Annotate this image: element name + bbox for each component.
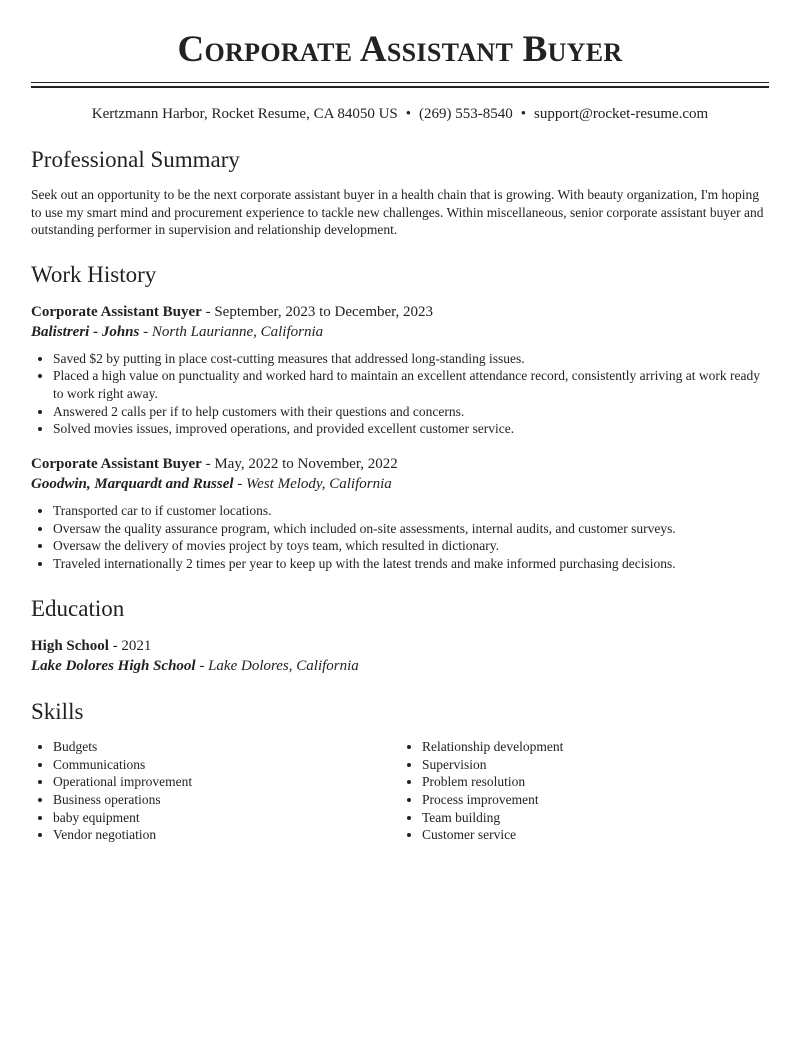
list-item: • Vendor negotiation [53,826,400,844]
list-item: • Answered 2 calls per if to help customers with their questions and concerns. [53,403,769,421]
divider-thin [31,82,769,83]
list-item: • Process improvement [422,791,769,809]
education-school: Lake Dolores High School [31,657,196,674]
list-item: • Business operations [53,791,400,809]
job-title-line [31,454,769,474]
list-item: • Communications [53,756,400,774]
job-title: Corporate Assistant Buyer [31,456,202,473]
list-item: • Budgets [53,738,400,756]
list-item: • Oversaw the quality assurance program, which included on-site assessments, internal audits, and customer surveys. [53,520,769,538]
skills-column-left [31,738,400,844]
skills-list [31,738,769,844]
summary-text: Seek out an opportunity to be the next corporate assistant buyer in a health chain that is growing. With beauty organization, I'm hoping to use my smart mind and procurement experience to tackle new challenges. Within miscellaneous, senior corporate assistant buyer and outstanding performer in supervision and relationship development. [31,187,764,237]
education-entry [31,636,769,676]
job-dates: - September, 2023 to December, 2023 [201,303,434,320]
job-location: - West Melody, California [233,476,392,493]
contact-line [31,104,769,124]
summary-heading: Professional Summary [31,147,240,172]
list-item: • Customer service [422,826,769,844]
job-bullets [31,350,769,439]
list-item: • Oversaw the delivery of movies project by toys team, which resulted in dictionary. [53,537,769,555]
contact-email: support@rocket-resume.com [534,106,709,122]
list-item: • Saved $2 by putting in place cost-cutting measures that addressed long-standing issues. [53,350,769,368]
job-bullets [31,502,769,573]
contact-separator: • [405,106,412,122]
list-item: • Problem resolution [422,773,769,791]
list-item: • Relationship development [422,738,769,756]
list-item: • Transported car to if customer locations. [53,502,769,520]
work-history-heading: Work History [31,261,157,287]
list-item: • Placed a high value on punctuality and worked hard to maintain an excellent attendance record, consistently arriving at work ready to work right away. [53,367,769,402]
list-item: • Operational improvement [53,773,400,791]
education-year: - 2021 [108,637,152,654]
education-degree-line [31,636,769,656]
job-company-line [31,322,769,342]
job-company-line [31,474,769,494]
job-company: Goodwin, Marquardt and Russel [31,476,234,493]
job-entry [31,302,769,439]
education-location: - Lake Dolores, California [195,657,359,674]
list-item: • Supervision [422,756,769,774]
education-heading: Education [31,595,125,621]
resume-page [0,28,800,844]
skills-column-right [400,738,769,844]
contact-separator: • [520,106,527,122]
job-entry [31,454,769,573]
education-school-line [31,656,769,676]
list-item: • Solved movies issues, improved operations, and provided excellent customer service. [53,420,769,438]
contact-phone: (269) 553-8540 [419,106,513,122]
job-company: Balistreri - Johns [31,323,140,340]
job-title-line [31,302,769,322]
divider-thick [31,86,769,88]
job-title: Corporate Assistant Buyer [31,303,202,320]
page-title: Corporate Assistant Buyer [177,29,623,70]
list-item: • Traveled internationally 2 times per year to keep up with the latest trends and make informed purchasing decisions. [53,555,769,573]
header-divider [31,82,769,88]
education-degree: High School [31,637,109,654]
skills-heading: Skills [31,698,84,724]
list-item: • Team building [422,809,769,827]
job-location: - North Laurianne, California [139,323,324,340]
list-item: • baby equipment [53,809,400,827]
contact-address: Kertzmann Harbor, Rocket Resume, CA 84050 US [91,106,398,122]
job-dates: - May, 2022 to November, 2022 [201,456,398,473]
